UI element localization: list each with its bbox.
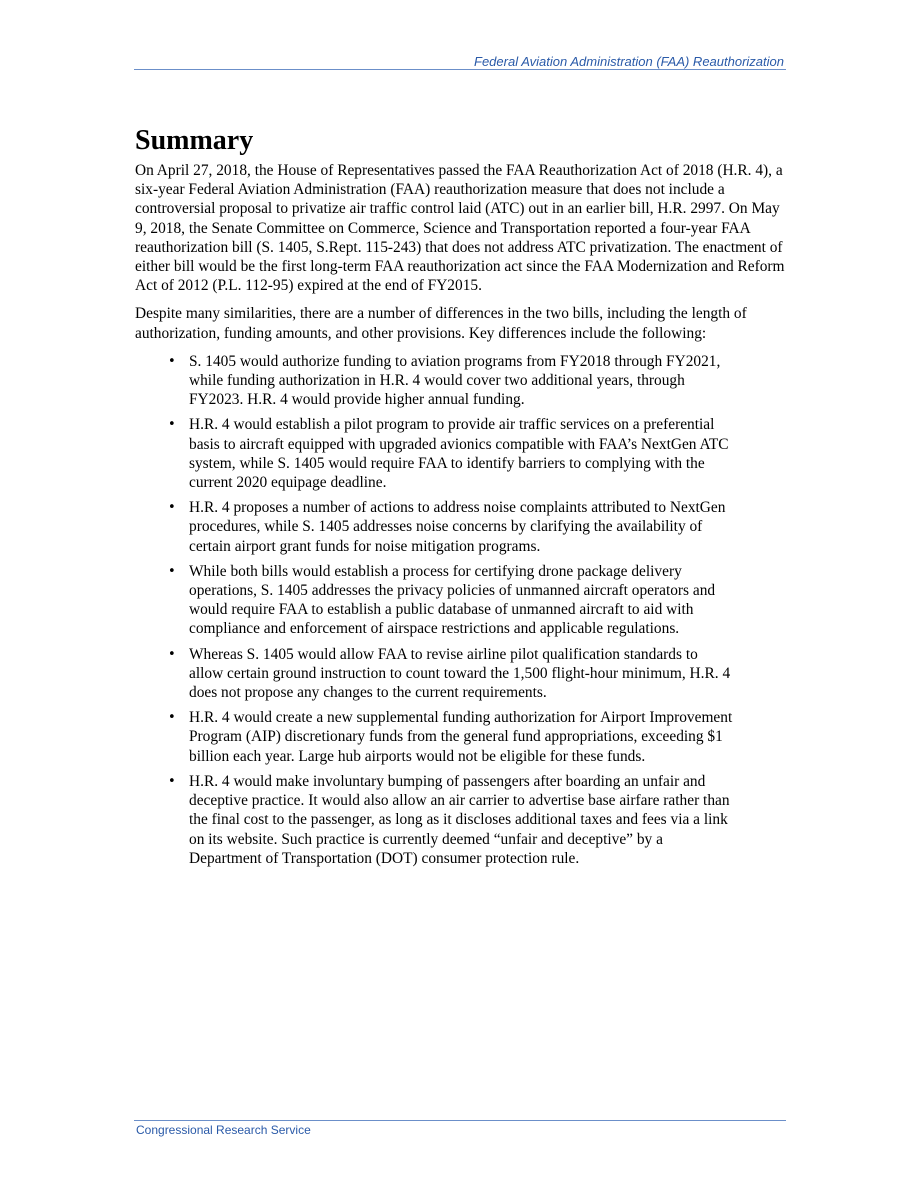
header-divider — [134, 69, 786, 70]
footer-publisher: Congressional Research Service — [136, 1123, 311, 1137]
differences-paragraph: Despite many similarities, there are a number of differences in the two bills, including the length of authorization, funding amounts, and other provisions. Key differences include the following: — [135, 305, 747, 342]
section-heading: Summary — [135, 125, 254, 156]
summary-section — [135, 124, 787, 874]
differences-list — [135, 352, 787, 868]
list-item: • H.R. 4 would establish a pilot program to provide air traffic services on a preferential basis to aircraft equipped with upgraded avionics compatible with FAA’s NextGen ATC system, while S. 1405 would require FAA to identify barriers to complying with the current 2020 equipage deadline. — [135, 415, 734, 492]
list-item: • S. 1405 would authorize funding to aviation programs from FY2018 through FY2021, while funding authorization in H.R. 4 would cover two additional years, through FY2023. H.R. 4 would provide higher annual funding. — [135, 352, 734, 410]
list-item: • Whereas S. 1405 would allow FAA to revise airline pilot qualification standards to allow certain ground instruction to count toward the 1,500 flight-hour minimum, H.R. 4 does not propose any changes to the current requirements. — [135, 645, 734, 703]
list-item: • H.R. 4 proposes a number of actions to address noise complaints attributed to NextGen procedures, while S. 1405 addresses noise concerns by clarifying the availability of certain airport grant funds for noise mitigation programs. — [135, 498, 734, 556]
running-header-title: Federal Aviation Administration (FAA) Reauthorization — [474, 54, 784, 69]
footer-divider — [134, 1120, 786, 1121]
list-item: • H.R. 4 would make involuntary bumping of passengers after boarding an unfair and deceptive practice. It would also allow an air carrier to advertise base airfare rather than the final cost to the passenger, as long as it discloses additional taxes and fees via a link on its website. Such practice is currently deemed “unfair and deceptive” by a Department of Transportation (DOT) consumer protection rule. — [135, 772, 734, 868]
list-item: • While both bills would establish a process for certifying drone package delivery operations, S. 1405 addresses the privacy policies of unmanned aircraft operators and would require FAA to establish a public database of unmanned aircraft to aid with compliance and enforcement of airspace restrictions and applicable regulations. — [135, 562, 734, 639]
intro-paragraph: On April 27, 2018, the House of Representatives passed the FAA Reauthorization Act of 2018 (H.R. 4), a six-year Federal Aviation Administration (FAA) reauthorization measure that does not include a controversial proposal to privatize air traffic control laid (ATC) out in an earlier bill, H.R. 2997. On May 9, 2018, the Senate Committee on Commerce, Science and Transportation reported a four-year FAA reauthorization bill (S. 1405, S.Rept. 115-243) that does not address ATC privatization. The enactment of either bill would be the first long-term FAA reauthorization act since the FAA Modernization and Reform Act of 2012 (P.L. 112-95) expired at the end of FY2015. — [135, 162, 785, 295]
list-item: • H.R. 4 would create a new supplemental funding authorization for Airport Improvement Program (AIP) discretionary funds from the general fund appropriations, exceeding $1 billion each year. Large hub airports would not be eligible for these funds. — [135, 708, 734, 766]
